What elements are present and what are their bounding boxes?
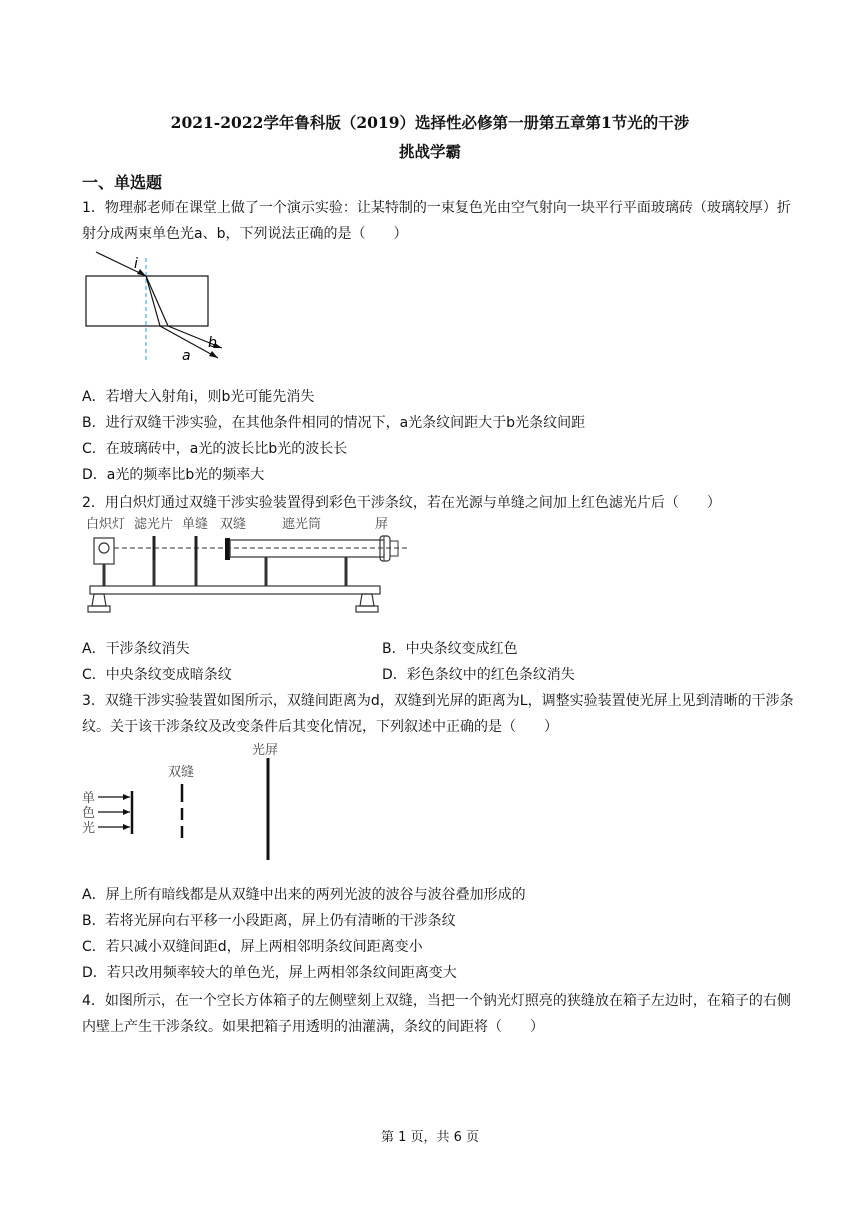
question-4-text: 如图所示，在一个空长方体箱子的左侧壁刻上双缝，当把一个钠光灯照亮的狭缝放在箱子左边时，在箱子的右侧内壁上产生干涉条纹。如果把箱子用透明的油灌满，条纹的间距将（ ） xyxy=(82,993,791,1035)
question-1-option-d: D．a光的频率比b光的频率大 xyxy=(82,467,265,483)
page-number: 第 1 页，共 6 页 xyxy=(380,1130,480,1145)
apparatus-label-single-slit: 单缝 xyxy=(182,517,209,532)
figure-label-a: a xyxy=(182,348,191,364)
page-title: 2021-2022学年鲁科版（2019）选择性必修第一册第五章第1节光的干涉 xyxy=(170,113,690,132)
question-2-option-d: D．彩色条纹中的红色条纹消失 xyxy=(382,667,575,683)
question-2-stem xyxy=(82,490,802,516)
question-2-apparatus-figure xyxy=(82,514,412,620)
section-heading: 一、单选题 xyxy=(82,173,163,192)
question-2-number: 2． xyxy=(82,495,105,511)
apparatus-label-screen: 屏 xyxy=(375,517,389,532)
question-1-option-b: B．进行双缝干涉实验，在其他条件相同的情况下，a光条纹间距大于b光条纹间距 xyxy=(82,415,586,431)
question-1-number: 1． xyxy=(82,200,105,216)
question-3-text: 双缝干涉实验装置如图所示，双缝间距离为d，双缝到光屏的距离为L，调整实验装置使光屏上见到清晰的干涉条纹。关于该干涉条纹及改变条件后其变化情况，下列叙述中正确的是（ ） xyxy=(82,693,794,735)
figure-label-double-slit: 双缝 xyxy=(168,765,195,780)
figure-label-b: b xyxy=(208,335,217,351)
figure-label-se: 色 xyxy=(82,806,96,821)
question-2-option-a: A．干涉条纹消失 xyxy=(82,641,190,657)
question-1-option-a: A．若增大入射角i，则b光可能先消失 xyxy=(82,389,315,405)
question-4-stem xyxy=(82,988,802,1040)
question-3-option-d: D．若只改用频率较大的单色光，屏上两相邻条纹间距离变大 xyxy=(82,965,457,981)
apparatus-label-tube: 遮光筒 xyxy=(282,517,322,532)
apparatus-label-double-slit: 双缝 xyxy=(220,517,247,532)
question-1-option-c: C．在玻璃砖中，a光的波长比b光的波长长 xyxy=(82,441,348,457)
question-3-option-a: A．屏上所有暗线都是从双缝中出来的两列光波的波谷与波谷叠加形成的 xyxy=(82,887,526,903)
question-3-number: 3． xyxy=(82,693,105,709)
question-2-option-b: B．中央条纹变成红色 xyxy=(382,641,518,657)
question-1-figure xyxy=(82,248,242,366)
question-3-option-b: B．若将光屏向右平移一小段距离，屏上仍有清晰的干涉条纹 xyxy=(82,913,456,929)
apparatus-label-lamp: 白炽灯 xyxy=(86,517,126,532)
figure-label-guang: 光 xyxy=(82,821,96,836)
question-3-stem xyxy=(82,688,802,740)
question-4-number: 4． xyxy=(82,993,105,1009)
figure-label-dan: 单 xyxy=(82,791,96,806)
page-subtitle: 挑战学霸 xyxy=(398,142,461,161)
question-2-text: 用白炽灯通过双缝干涉实验装置得到彩色干涉条纹，若在光源与单缝之间加上红色滤光片后（ ） xyxy=(104,495,721,511)
figure-label-i: i xyxy=(134,256,138,272)
question-3-option-c: C．若只减小双缝间距d，屏上两相邻明条纹间距离变小 xyxy=(82,939,423,955)
question-2-option-c: C．中央条纹变成暗条纹 xyxy=(82,667,232,683)
apparatus-label-filter: 滤光片 xyxy=(134,517,174,532)
question-3-figure xyxy=(80,738,290,864)
question-1-text: 物理郝老师在课堂上做了一个演示实验：让某特制的一束复色光由空气射向一块平行平面玻璃砖（玻璃较厚）折射分成两束单色光a、b，下列说法正确的是（ ） xyxy=(82,200,791,242)
question-1-stem xyxy=(82,195,802,247)
figure-label-screen: 光屏 xyxy=(252,743,279,758)
